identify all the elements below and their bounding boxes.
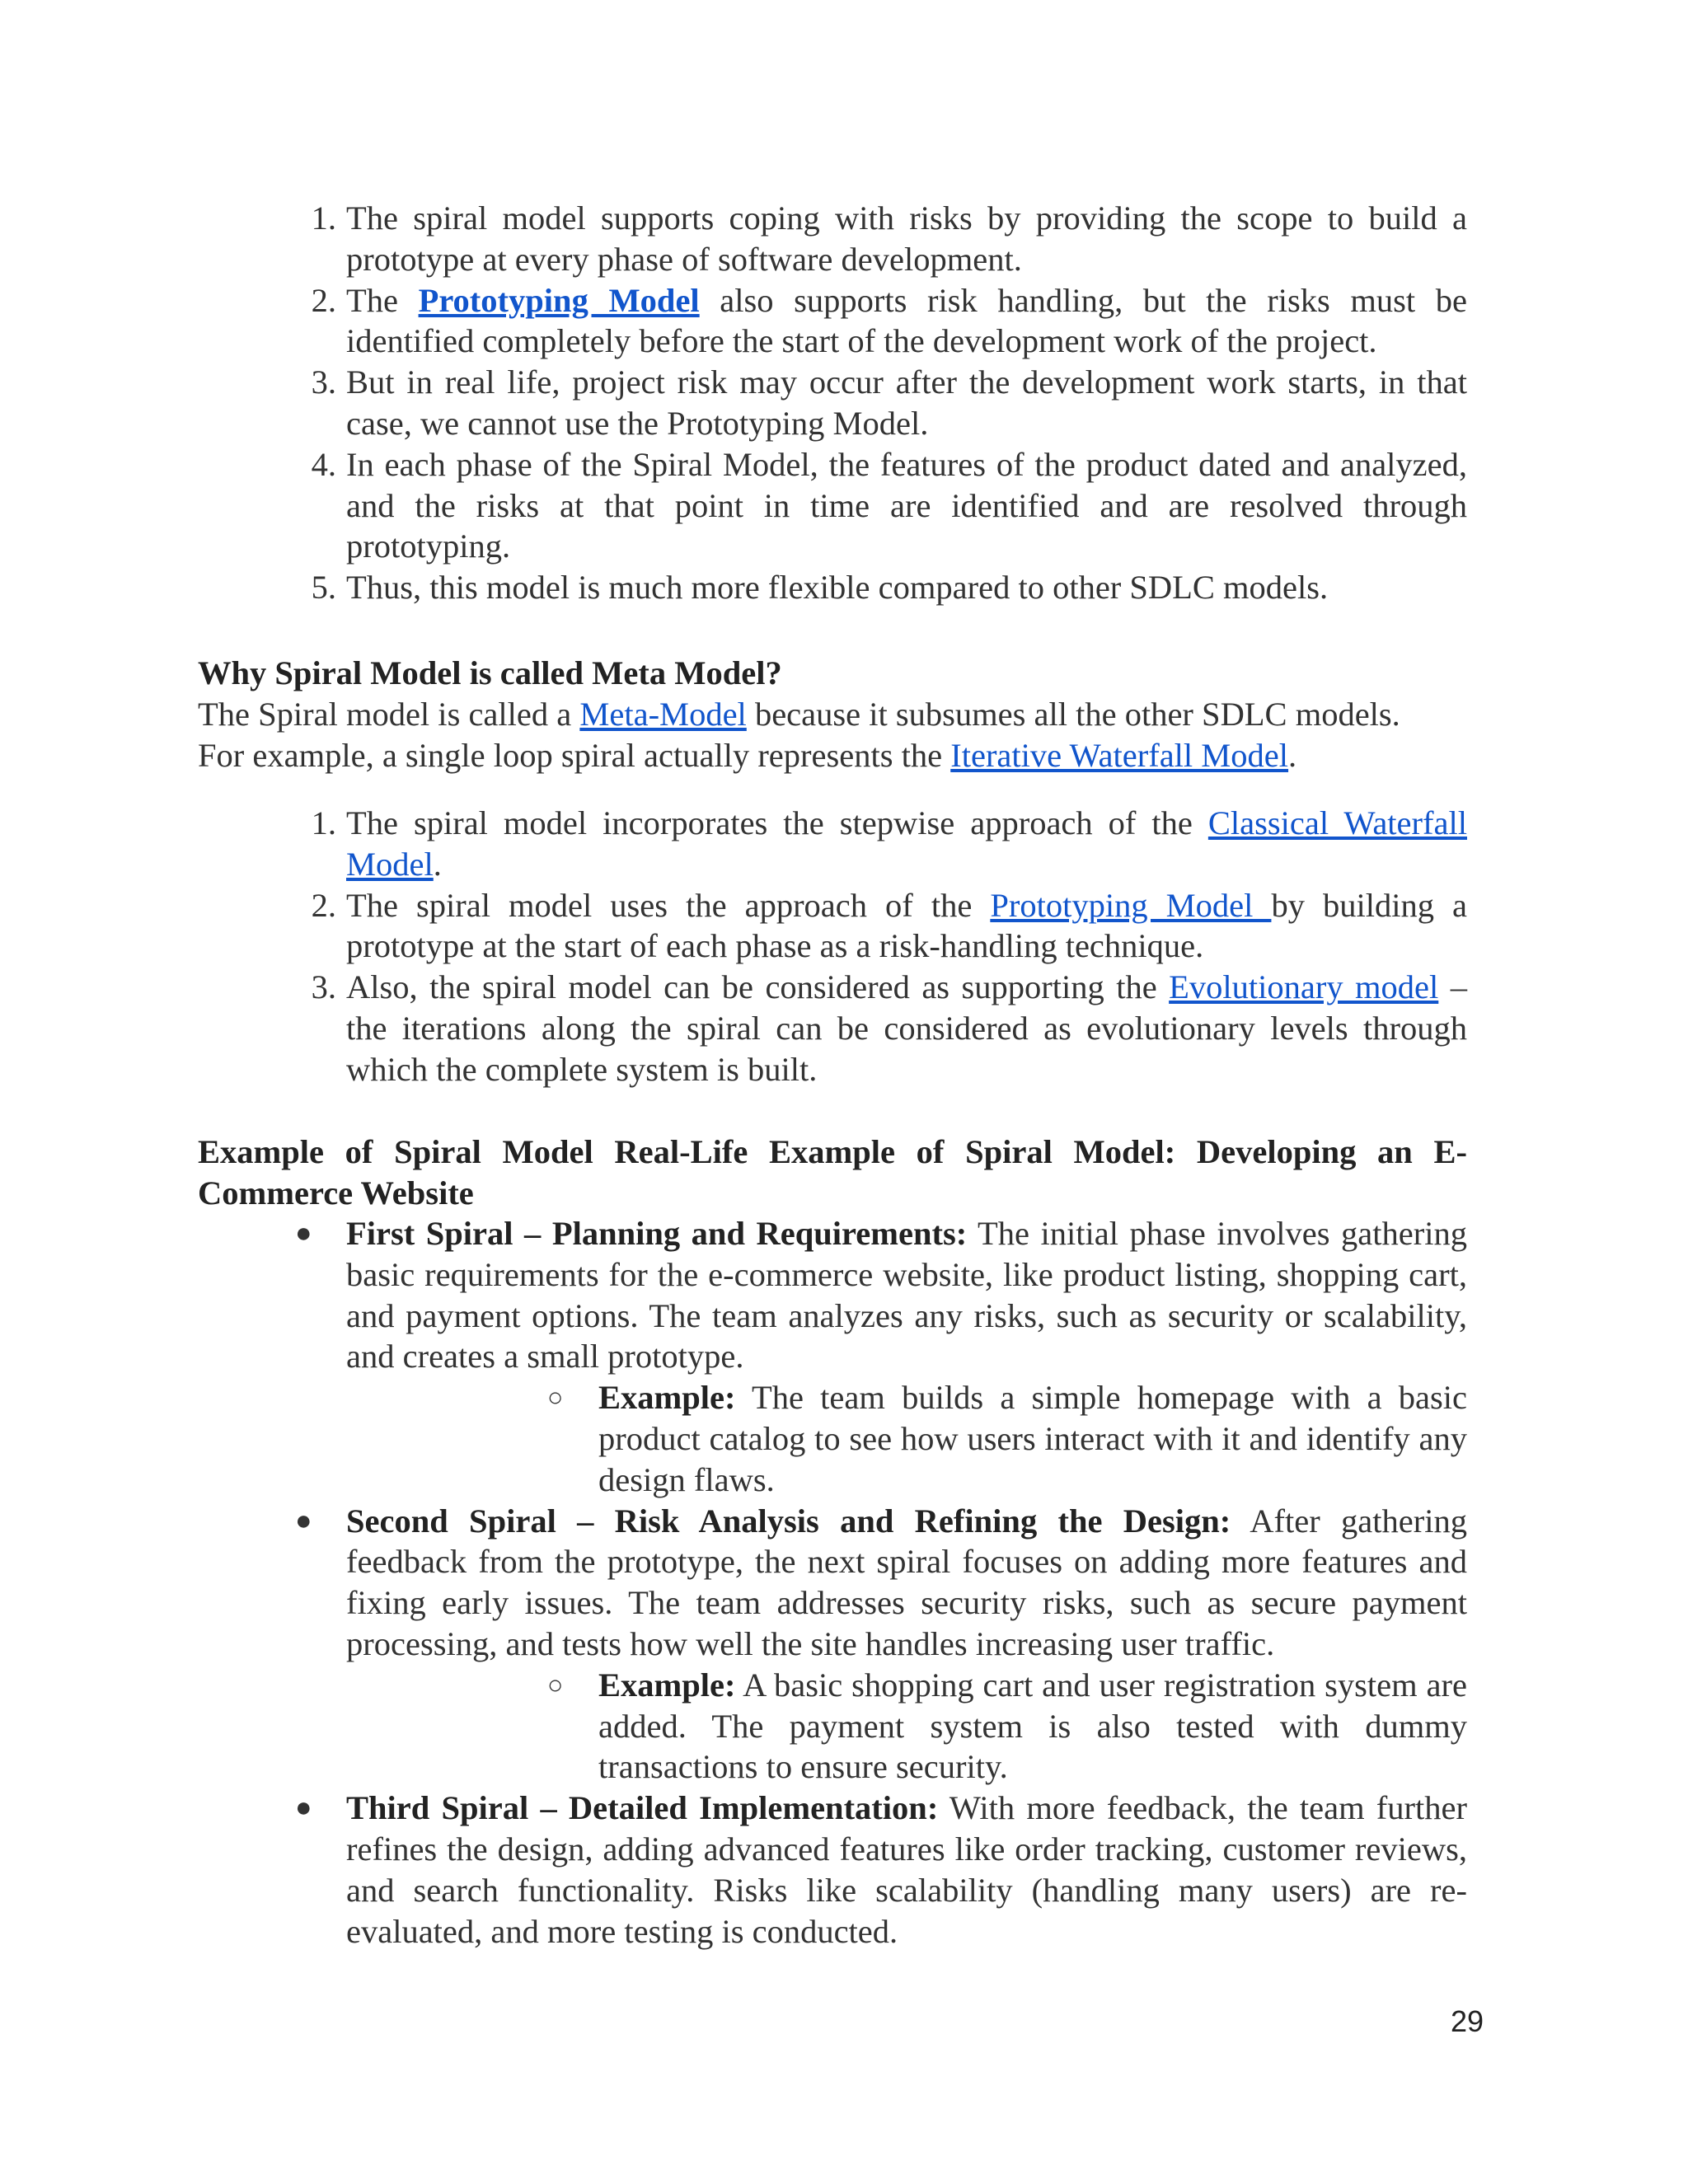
list-item-text-pre: Also, the spiral model can be considered as supporting the: [346, 968, 1170, 1006]
list-item-text-pre: The: [346, 281, 419, 319]
sub-item-title: Example:: [598, 1666, 736, 1704]
example-section-heading: Example of Spiral Model Real-Life Example of Spiral Model: Developing an E-Commerce Website: [198, 1133, 1467, 1212]
page-number: 29: [1450, 2004, 1484, 2038]
paragraph-text: .: [1288, 736, 1297, 774]
bullet-title: Third Spiral – Detailed Implementation:: [346, 1789, 939, 1827]
list-item: [311, 567, 1467, 608]
bullet-item-first-spiral: [295, 1213, 1467, 1501]
evolutionary-model-link[interactable]: Evolutionary model: [1169, 968, 1439, 1006]
sub-list: [547, 1665, 1467, 1788]
list-item-text: The spiral model supports coping with risks by providing the scope to build a prototype at every phase of software development.: [346, 199, 1467, 278]
list-item: [311, 967, 1467, 1090]
prototyping-model-link[interactable]: Prototyping Model: [418, 281, 700, 319]
list-number: 3.: [311, 968, 336, 1006]
bullet-text: After gathering feedback from the prototype, the next spiral focuses on adding more features and fixing early issues. The team addresses security risks, such as secure payment processing, and tests how well the site handles increasing user traffic.: [346, 1502, 1467, 1662]
paragraph-text: because it subsumes all the other SDLC models.: [746, 695, 1400, 733]
list-item: [311, 362, 1467, 444]
iterative-waterfall-link[interactable]: Iterative Waterfall Model: [950, 736, 1289, 774]
bullet-item-second-spiral: [295, 1501, 1467, 1788]
bullet-title: Second Spiral – Risk Analysis and Refining the Design:: [346, 1502, 1231, 1540]
bullet-text: With more feedback, the team further refines the design, adding advanced features like order tracking, customer reviews, and search functionality. Risks like scalability (handling many users) are re-evaluated, and more testing is conducted.: [346, 1789, 1467, 1950]
list-item-text: In each phase of the Spiral Model, the features of the product dated and analyzed, and the risks at that point in time are identified and are resolved through prototyping.: [346, 445, 1467, 565]
list-item: [311, 444, 1467, 567]
list-item-text-post: – the iterations along the spiral can be considered as evolutionary levels through which the complete system is built.: [346, 968, 1467, 1088]
meta-model-section: [198, 653, 1467, 776]
risk-handling-list: [311, 198, 1467, 608]
bullet-marker: ●: [295, 1793, 312, 1824]
example-bullet-list: [295, 1213, 1467, 1952]
bullet-item-third-spiral: [295, 1788, 1467, 1952]
list-item-text-pre: The spiral model uses the approach of the: [346, 886, 991, 924]
meta-model-list: [311, 803, 1467, 1090]
meta-model-paragraph: [198, 735, 1467, 776]
list-number: 1.: [311, 804, 336, 841]
section-heading: Why Spiral Model is called Meta Model?: [198, 654, 782, 691]
list-item-text-post: also supports risk handling, but the risks must be identified completely before the start of the development work of the project.: [346, 281, 1467, 360]
bullet-title: First Spiral – Planning and Requirements:: [346, 1215, 968, 1252]
bullet-marker: ●: [295, 1218, 312, 1249]
sub-item-title: Example:: [598, 1379, 736, 1417]
list-item: [311, 198, 1467, 280]
sub-bullet-marker: ○: [547, 1669, 564, 1699]
meta-model-link[interactable]: Meta-Model: [579, 695, 747, 733]
list-item-text: But in real life, project risk may occur after the development work starts, in that case, we cannot use the Prototyping Model.: [346, 363, 1467, 442]
bullet-marker: ●: [295, 1505, 312, 1536]
paragraph-text: For example, a single loop spiral actually represents the: [198, 736, 951, 774]
list-item-text-pre: The spiral model incorporates the stepwise approach of the: [346, 804, 1208, 841]
bullet-text: The initial phase involves gathering basic requirements for the e-commerce website, like product listing, shopping cart, and payment options. The team analyzes any risks, such as security or scalability, and creates a small prototype.: [346, 1215, 1467, 1376]
prototyping-model-link-2[interactable]: Prototyping Model: [990, 886, 1272, 924]
sub-item-text: The team builds a simple homepage with a basic product catalog to see how users interact with it and identify any design flaws.: [598, 1379, 1467, 1498]
list-item: [311, 280, 1467, 363]
list-number: 5.: [311, 569, 336, 607]
sub-list: [547, 1377, 1467, 1500]
sub-bullet-marker: ○: [547, 1382, 564, 1413]
list-number: 4.: [311, 445, 336, 483]
classical-waterfall-link[interactable]: Classical Waterfall Model: [346, 804, 1467, 883]
list-item: [311, 885, 1467, 968]
list-item-text-post: .: [433, 845, 442, 883]
sub-list-item: [547, 1377, 1467, 1500]
list-number: 2.: [311, 886, 336, 924]
paragraph-text: The Spiral model is called a: [198, 695, 580, 733]
meta-model-paragraph: [198, 694, 1467, 735]
list-number: 3.: [311, 363, 336, 401]
sub-item-text: A basic shopping cart and user registration system are added. The payment system is also tested with dummy transactions to ensure security.: [598, 1666, 1467, 1786]
sub-list-item: [547, 1665, 1467, 1788]
list-item-text-post: by building a prototype at the start of each phase as a risk-handling technique.: [346, 886, 1467, 965]
list-item-text: Thus, this model is much more flexible compared to other SDLC models.: [346, 569, 1329, 607]
list-number: 1.: [311, 199, 336, 237]
list-item: [311, 803, 1467, 885]
list-number: 2.: [311, 281, 336, 319]
